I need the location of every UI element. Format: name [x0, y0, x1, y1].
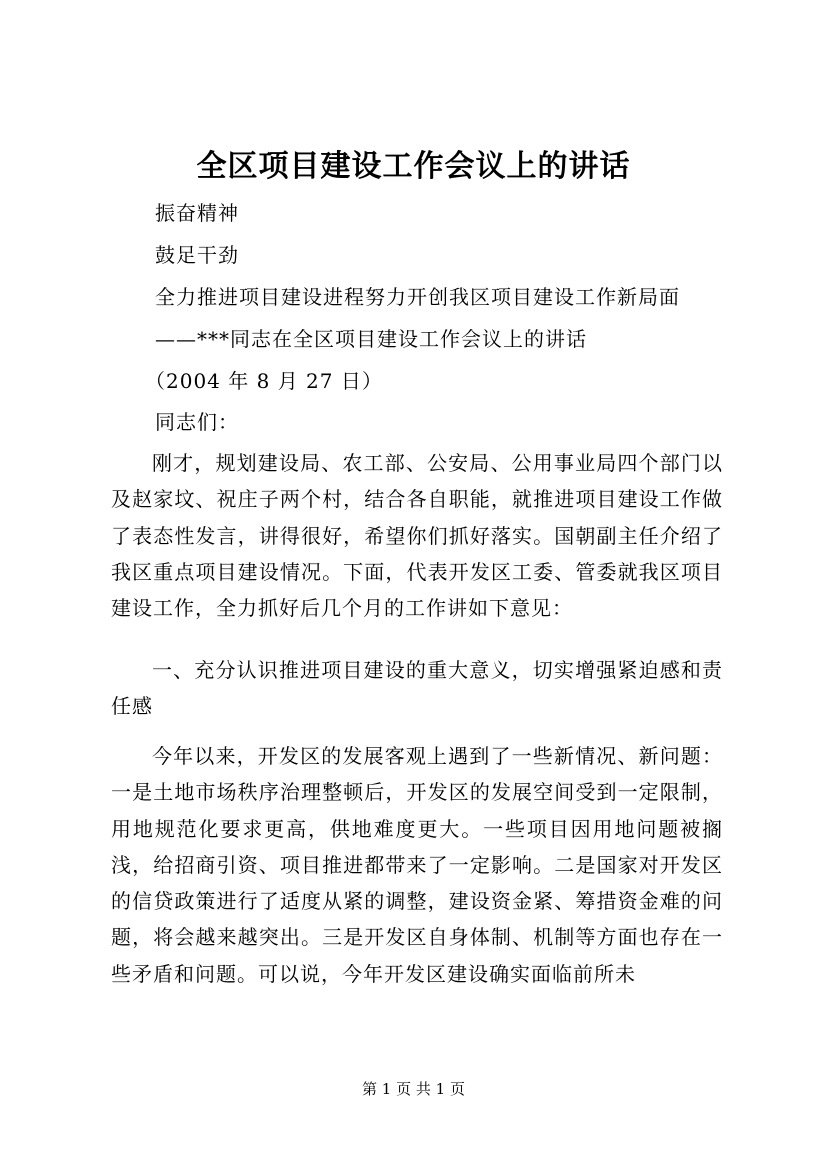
section-heading-1: 一、充分认识推进项目建设的重大意义，切实增强紧迫感和责任感 [111, 658, 723, 719]
speech-date: （2004 年 8 月 27 日） [145, 369, 383, 393]
paragraph-intro: 刚才，规划建设局、农工部、公安局、公用事业局四个部门以及赵家坟、祝庄子两个村，结合各自职能，就推进项目建设工作做了表态性发言，讲得很好，希望你们抓好落实。国朝副主任介绍了我区重点项目建设情况。下面，代表开发区工委、管委就我区项目建设工作，全力抓好后几个月的工作讲如下意见： [111, 451, 723, 621]
paragraph-situation: 今年以来，开发区的发展客观上遇到了一些新情况、新问题：一是土地市场秩序治理整顿后，开发区的发展空间受到一定限制，用地规范化要求更高，供地难度更大。一些项目因用地问题被搁浅，给招商引资、项目推进都带来了一定影响。二是国家对开发区的信贷政策进行了适度从紧的调整，建设资金紧、筹措资金难的问题，将会越来越突出。三是开发区自身体制、机制等方面也存在一些矛盾和问题。可以说，今年开发区建设确实面临前所未 [111, 744, 723, 986]
page-footer: 第 1 页 共 1 页 [362, 1080, 465, 1098]
subtitle-line-3: 全力推进项目建设进程努力开创我区项目建设工作新局面 [155, 285, 680, 309]
subtitle-line-1: 振奋精神 [155, 201, 239, 225]
salutation: 同志们： [155, 410, 239, 434]
subtitle-line-2: 鼓足干劲 [155, 243, 239, 267]
document-title: 全区项目建设工作会议上的讲话 [196, 149, 631, 184]
byline: ——***同志在全区项目建设工作会议上的讲话 [155, 327, 587, 351]
